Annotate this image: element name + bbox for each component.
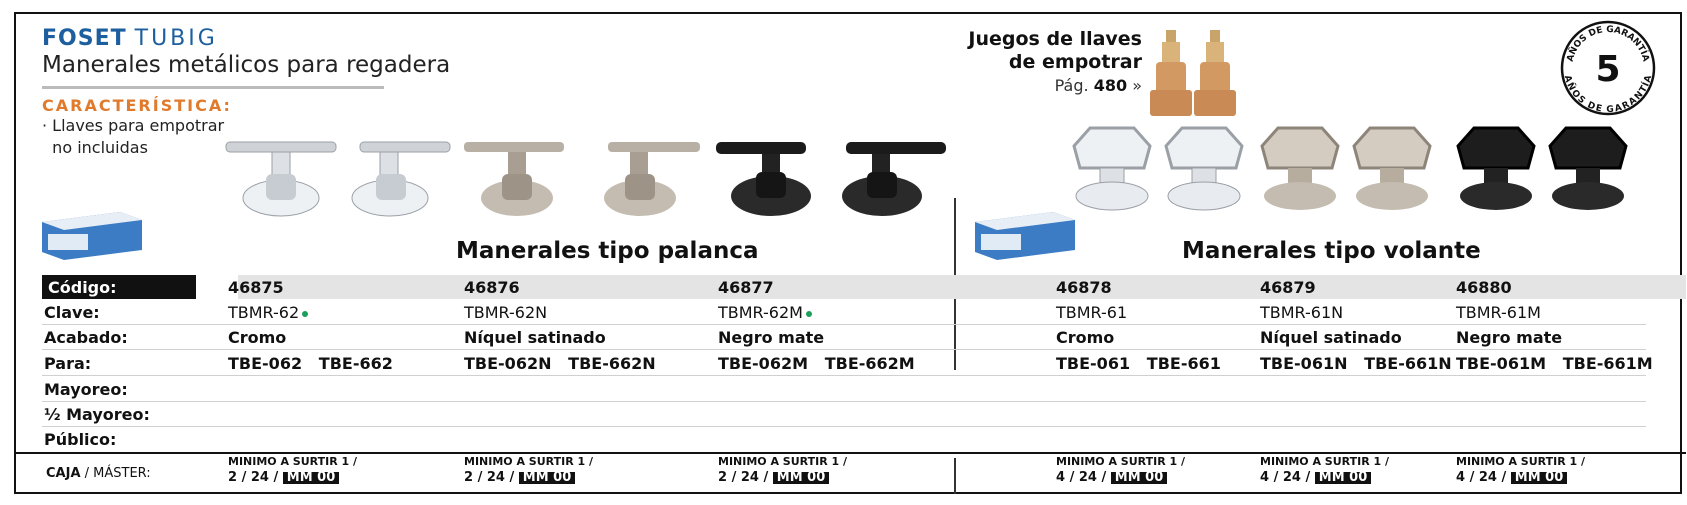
clave-label: Clave:: [44, 303, 100, 322]
wheel-handle-black-1: [1454, 124, 1538, 214]
clave-cell: TBMR-62N: [464, 303, 548, 322]
lever-handle-black-1: [716, 138, 826, 218]
codigo-label: Código:: [42, 275, 196, 299]
related-title-2: de empotrar: [1008, 51, 1142, 73]
row-separator: [42, 349, 1646, 350]
lever-handle-black-2: [836, 138, 946, 218]
clave-cell: TBMR-61M: [1456, 303, 1541, 322]
caja-cell: MINIMO A SURTIR 1 / 4 / 24 / MM 00: [1260, 455, 1390, 485]
codigo-cell: 46879: [1260, 278, 1316, 297]
row-acabado: [42, 325, 1646, 349]
row-codigo: [42, 275, 1646, 299]
product-box-image: [42, 212, 142, 262]
lever-handle-chrome-2: [340, 138, 450, 218]
row-para: [42, 351, 1653, 375]
page-title: Manerales metálicos para regadera: [42, 52, 451, 78]
new-dot-icon: [302, 311, 308, 317]
codigo-cell: 46876: [464, 278, 520, 297]
acabado-cell: Cromo: [228, 328, 287, 347]
product-box-image-2: [975, 212, 1075, 262]
title-underline: [42, 86, 384, 89]
brand-name: FOSET: [42, 26, 127, 51]
row-clave: [42, 300, 1646, 324]
warranty-badge: [1558, 18, 1658, 118]
caja-cell: MINIMO A SURTIR 1 / 2 / 24 / MM 00: [464, 455, 594, 485]
clave-cell: TBMR-62: [228, 303, 308, 322]
svg-text:AÑOS DE GARANTÍA: AÑOS DE GARANTÍA: [1565, 24, 1651, 63]
para-cell: TBE-061N TBE-661N: [1260, 354, 1452, 373]
codigo-cell: 46878: [1056, 278, 1112, 297]
caracteristica-line-1: · Llaves para empotrar: [42, 116, 225, 135]
clave-cell: TBMR-62M: [718, 303, 812, 322]
codigo-cell: 46880: [1456, 278, 1512, 297]
para-cell: TBE-062M TBE-662M: [718, 354, 915, 373]
clave-cell: TBMR-61: [1056, 303, 1128, 322]
svg-text:AÑOS DE GARANTÍA: AÑOS DE GARANTÍA: [1561, 74, 1655, 116]
related-title-1: Juegos de llaves: [968, 28, 1142, 50]
medio-mayoreo-label: ½ Mayoreo:: [44, 405, 150, 424]
bottom-rule: [16, 452, 1686, 454]
caja-cell: MINIMO A SURTIR 1 / 4 / 24 / MM 00: [1456, 455, 1586, 485]
codigo-cell: 46875: [228, 278, 284, 297]
acabado-cell: Cromo: [1056, 328, 1115, 347]
wheel-handle-nickel-1: [1258, 124, 1342, 214]
clave-cell: TBMR-61N: [1260, 303, 1344, 322]
wheel-handle-black-2: [1546, 124, 1630, 214]
para-cell: TBE-062N TBE-662N: [464, 354, 656, 373]
lever-handle-chrome-1: [226, 138, 336, 218]
acabado-label: Acabado:: [44, 328, 128, 347]
warranty-years: 5: [1595, 49, 1621, 90]
brand-sub: TUBIG: [134, 26, 218, 51]
caja-cell: MINIMO A SURTIR 1 / 2 / 24 / MM 00: [228, 455, 358, 485]
row-publico: [42, 427, 1646, 451]
caracteristica-heading: CARACTERÍSTICA:: [42, 96, 232, 115]
section-title-volante: Manerales tipo volante: [1182, 238, 1481, 264]
brass-valve-image: [1150, 30, 1240, 120]
row-medio-mayoreo: [42, 402, 1646, 426]
related-page: Pág. 480 »: [1054, 76, 1142, 95]
lever-handle-nickel-2: [590, 138, 700, 218]
acabado-cell: Negro mate: [718, 328, 825, 347]
mayoreo-label: Mayoreo:: [44, 380, 128, 399]
para-cell: TBE-061 TBE-661: [1056, 354, 1221, 373]
caja-cell: MINIMO A SURTIR 1 / 2 / 24 / MM 00: [718, 455, 848, 485]
wheel-handle-nickel-2: [1350, 124, 1434, 214]
lever-handle-nickel-1: [464, 138, 574, 218]
caja-master-label: CAJA / MÁSTER:: [46, 466, 151, 481]
related-link[interactable]: [968, 28, 1142, 95]
acabado-cell: Negro mate: [1456, 328, 1563, 347]
caja-cell: MINIMO A SURTIR 1 / 4 / 24 / MM 00: [1056, 455, 1186, 485]
section-title-palanca: Manerales tipo palanca: [456, 238, 759, 264]
para-cell: TBE-062 TBE-662: [228, 354, 393, 373]
publico-label: Público:: [44, 430, 117, 449]
para-cell: TBE-061M TBE-661M: [1456, 354, 1653, 373]
caracteristica-line-2: no incluidas: [42, 138, 148, 157]
wheel-handle-chrome-1: [1070, 124, 1154, 214]
wheel-handle-chrome-2: [1162, 124, 1246, 214]
section-divider-bottom: [954, 458, 956, 494]
codigo-cell: 46877: [718, 278, 774, 297]
acabado-cell: Níquel satinado: [1260, 328, 1402, 347]
acabado-cell: Níquel satinado: [464, 328, 606, 347]
brand-logo: [42, 26, 218, 51]
new-dot-icon: [806, 311, 812, 317]
row-mayoreo: [42, 377, 1646, 401]
para-label: Para:: [44, 354, 92, 373]
row-separator: [42, 375, 1646, 376]
